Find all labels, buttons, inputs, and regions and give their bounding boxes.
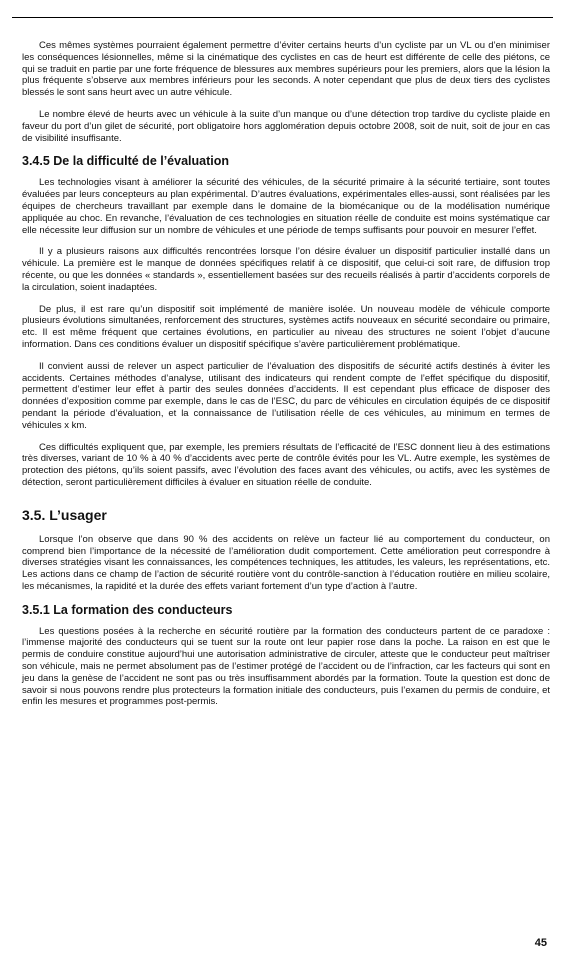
section-heading-3-5: 3.5. L’usager (22, 506, 107, 523)
paragraph: Lorsque l’on observe que dans 90 % des accidents on relève un facteur lié au comportement du conducteur, on comprend bien l’importance de la nécessité de l’amélioration dudit comportement. Cette amélioration peut correspondre à diverses stratégies visant les connaissances, les compétences techniques, les attitudes, les valeurs, les représentations, etc. Les actions dans ce champ de l’action de sécurité routière vont du contrôle-sanction à l’éducation routière en milieu scolaire, les mécanismes, la rapidité et la durée des effets variant fortement d’un type d’action à l’autre. (22, 533, 550, 592)
paragraph: Il y a plusieurs raisons aux difficultés rencontrées lorsque l’on désire évaluer un dispositif particulier installé dans un véhicule. La première est le manque de données spécifiques relatif à ce dispositif, que celui-ci soit rare, de diffusion trop récente, ou que les données « standards », essentiellement basées sur des recueils réalisés à partir d’accidents corporels de la circulation, soient inadaptées. (22, 246, 550, 293)
paragraph: Il convient aussi de relever un aspect particulier de l’évaluation des dispositifs de sécurité actifs destinés à éviter les accidents. Certaines méthodes d’analyse, utilisant des indicateurs qui rendent compte de l’effet spécifique du dispositif, permettent d’estimer leur effet à partir des seules données d’accidents. Il est cependant plus efficace de disposer des données d’exposition comme par exemple, dans le cas de l’ESC, du parc de véhicules en circulation équipés de ce dispositif pendant la période d’évaluation, et la connaissance de l’utilisation réelle de ces véhicules, au minimum en termes de véhicules x km. (22, 360, 550, 431)
section-heading-3-5-1: 3.5.1 La formation des conducteurs (22, 602, 233, 617)
paragraph: Les questions posées à la recherche en sécurité routière par la formation des conducteurs partent de ce paradoxe : l’immense majorité des conducteurs qui se tuent sur la route ont leur papier rose dans la poche. La raison en est que le permis de conduire constitue aujourd’hui une autorisation administrative de circuler, atteste que le conducteur peut maîtriser son véhicule, mais ne permet absolument pas de l’estimer protégé de l’accident ou de l’infraction, car les facteurs qui sont en jeu dans la genèse de l’accident ne sont pas ou très insuffisamment abordés par la formation. Toute la question est donc de savoir si nous pouvons rendre plus protecteurs la formation initiale des conducteurs, puis l’examen du permis de conduire, et enfin les mesures et programmes post-permis. (22, 625, 550, 708)
paragraph: Ces mêmes systèmes pourraient également permettre d’éviter certains heurts d’un cycliste par un VL ou d’en minimiser les conséquences lésionnelles, même si la cinématique des cyclistes en cas de heurt est différente de celle des piétons, ce qui se traduit en partie par une forte fréquence de blessures aux membres supérieurs pour les premiers, alors que la lésion la plus fréquente s’observe aux membres inférieurs pour les seconds. A noter cependant que plus de deux tiers des cyclistes blessés le sont sans heurt avec un autre véhicule. (22, 40, 550, 99)
paragraph: Les technologies visant à améliorer la sécurité des véhicules, de la sécurité primaire à la sécurité tertiaire, sont toutes évaluées par leurs concepteurs au plan expérimental. D’autres évaluations, expérimentales elles-aussi, sont réalisées par les équipes de chercheurs travaillant par exemple dans le domaine de la biomécanique ou de la modélisation numérique appliquée au choc. En revanche, l’évaluation de ces technologies en situation réelle de conduite est moins systématique car elle nécessite leur diffusion sur un nombre de véhicules et une période de temps suffisants pour pouvoir en mesurer l’effet. (22, 177, 550, 236)
section-heading-3-4-5: 3.4.5 De la difficulté de l’évaluation (22, 154, 230, 169)
paragraph: Le nombre élevé de heurts avec un véhicule à la suite d’un manque ou d’une détection trop tardive du cycliste plaide en faveur du port d’un gilet de sécurité, port obligatoire hors agglomération depuis octobre 2008, soit de nuit, soit de jour en cas de visibilité insuffisante. (22, 108, 550, 144)
paragraph: De plus, il est rare qu’un dispositif soit implémenté de manière isolée. Un nouveau modèle de véhicule comporte plusieurs évolutions simultanées, renforcement des structures, systèmes actifs nouveaux en sécurité secondaire ou primaire, etc. Il est même fréquent que certaines évolutions, en particulier au niveau des structures ne soient l’objet d’aucune information. Dans ces conditions évaluer un dispositif spécifique s’avère particulièrement problématique. (22, 303, 550, 350)
page-content (22, 40, 550, 718)
header-rule (12, 17, 553, 18)
page-number: 45 (534, 937, 547, 949)
paragraph: Ces difficultés expliquent que, par exemple, les premiers résultats de l’efficacité de l’ESC donnent lieu à des estimations très diverses, variant de 10 % à 40 % d’accidents avec perte de contrôle évités pour les VL. Autre exemple, les systèmes de protection des piétons, qu’ils soient passifs, avec l’évolution des faces avant des véhicules, ou actifs, avec les systèmes de détection, seront particulièrement difficiles à évaluer en situation réelle de conduite. (22, 441, 550, 488)
